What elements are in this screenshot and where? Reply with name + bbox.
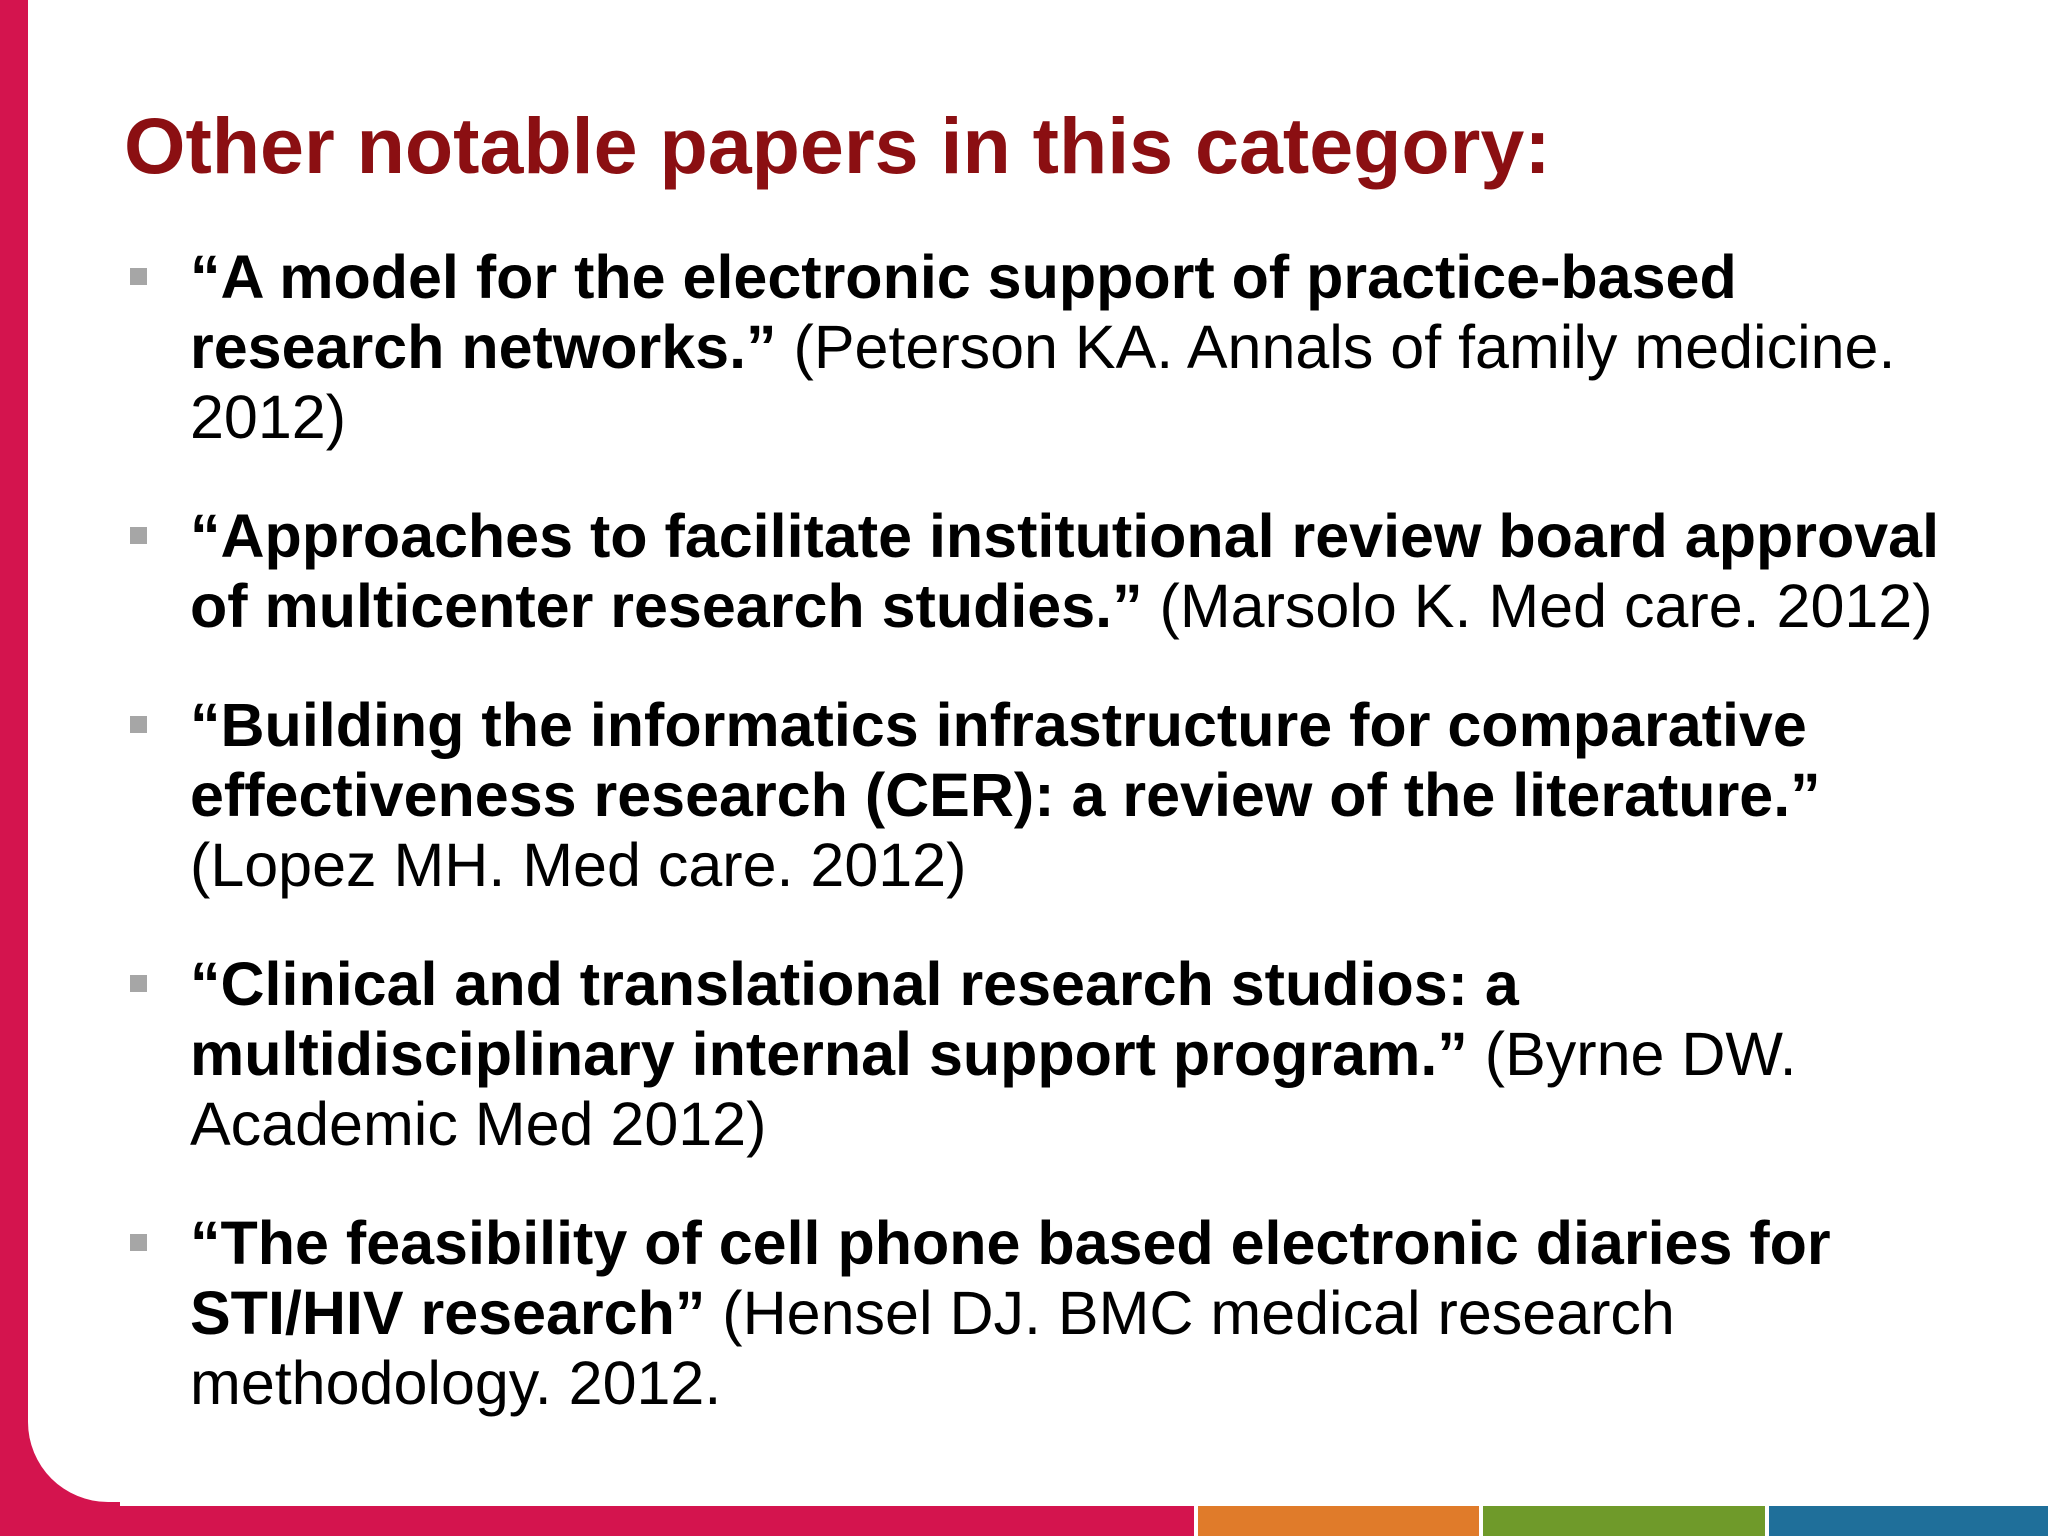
paper-title: “Clinical and translational research studios: a multidisciplinary internal support program.”	[190, 950, 1519, 1088]
paper-citation: (Peterson KA. Annals of family medicine. 2012)	[190, 313, 1896, 451]
paper-citation: (Marsolo K. Med care. 2012)	[1159, 572, 1933, 640]
paper-item-1	[124, 242, 2004, 452]
slide-title: Other notable papers in this category:	[124, 101, 1551, 190]
paper-title: “A model for the electronic support of practice-based research networks.”	[190, 243, 1737, 381]
footer-bar-red	[0, 1506, 1194, 1536]
paper-list	[124, 242, 2004, 1467]
paper-item-5	[124, 1208, 2004, 1418]
square-bullet-icon	[130, 268, 147, 285]
paper-citation: (Byrne DW. Academic Med 2012)	[190, 1020, 1797, 1158]
square-bullet-icon	[130, 527, 147, 544]
paper-item-4	[124, 949, 2004, 1159]
paper-item-2	[124, 501, 2004, 641]
square-bullet-icon	[130, 975, 147, 992]
footer-bar-orange	[1198, 1506, 1479, 1536]
footer-bar-blue	[1769, 1506, 2048, 1536]
footer-bar-green	[1483, 1506, 1765, 1536]
paper-title: “Approaches to facilitate institutional review board approval of multicenter research studies.”	[190, 502, 1940, 640]
paper-item-3	[124, 690, 2004, 900]
paper-title: “Building the informatics infrastructure for comparative effectiveness research (CER): a review of the literature.”	[190, 691, 1821, 829]
paper-citation: (Lopez MH. Med care. 2012)	[190, 831, 967, 899]
square-bullet-icon	[130, 1234, 147, 1251]
paper-title: “The feasibility of cell phone based electronic diaries for STI/HIV research”	[190, 1209, 1831, 1347]
paper-citation: (Hensel DJ. BMC medical research methodology. 2012.	[190, 1279, 1675, 1417]
left-accent-bar	[0, 0, 28, 1536]
square-bullet-icon	[130, 716, 147, 733]
